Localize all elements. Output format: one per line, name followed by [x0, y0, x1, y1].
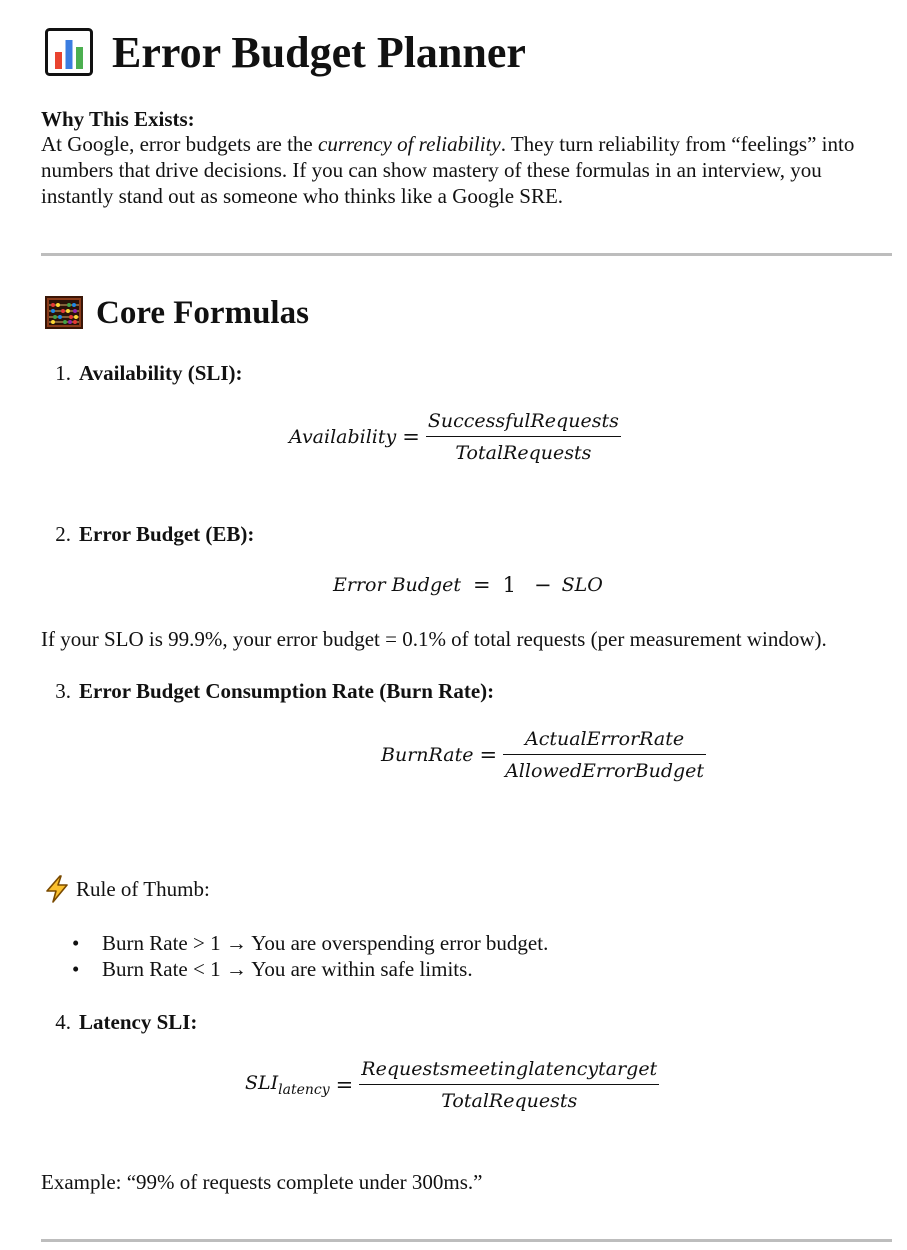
- list-item: • Burn Rate > 1 → You are overspending error budget.: [72, 931, 549, 955]
- section-heading: Core Formulas: [96, 295, 309, 331]
- abacus-icon: [45, 296, 83, 329]
- formula-latency-sli: $SLI_{latency}$ = $\frac{\text{Requestsmeetinglatencytarget}}{\text{TotalRequests}}$: [245, 1058, 658, 1112]
- formula-item: 1. Availability (SLI):: [55, 361, 243, 385]
- formula-item: 4. Latency SLI:: [55, 1010, 198, 1034]
- formula-item: 3. Error Budget Consumption Rate (Burn Rate):: [55, 679, 495, 703]
- page-title: Error Budget Planner: [112, 28, 526, 77]
- error-budget-note: If your SLO is 99.9%, your error budget = 0.1% of total requests (per measurement window).: [41, 627, 827, 651]
- formula-burn-rate: BurnRate = $\frac{\text{ActualErrorRate}}{\text{AllowedErrorBudget}}$: [381, 728, 705, 782]
- lightning-icon: [43, 875, 71, 903]
- formula-item: 2. Error Budget (EB):: [55, 522, 255, 546]
- rule-of-thumb-label: Rule of Thumb:: [76, 877, 210, 901]
- divider: [41, 253, 892, 256]
- divider: [41, 1239, 892, 1242]
- formula-error-budget: Error Budget = 1 − SLO: [333, 573, 603, 597]
- formula-availability: Availability = $\frac{\text{SuccessfulRequests}}{\text{TotalRequests}}$: [289, 410, 619, 464]
- why-heading: Why This Exists:: [41, 107, 195, 131]
- latency-example: Example: “99% of requests complete under 300ms.”: [41, 1170, 483, 1194]
- bar-chart-icon: [45, 28, 93, 76]
- list-item: • Burn Rate < 1 → You are within safe limits.: [72, 957, 473, 981]
- why-text: At Google, error budgets are the currency of reliability. They turn reliability from “feelings” into numbers that drive decisions. If you can show mastery of these formulas in an interview, you instantly stand out as someone who thinks like a Google SRE.: [41, 132, 855, 208]
